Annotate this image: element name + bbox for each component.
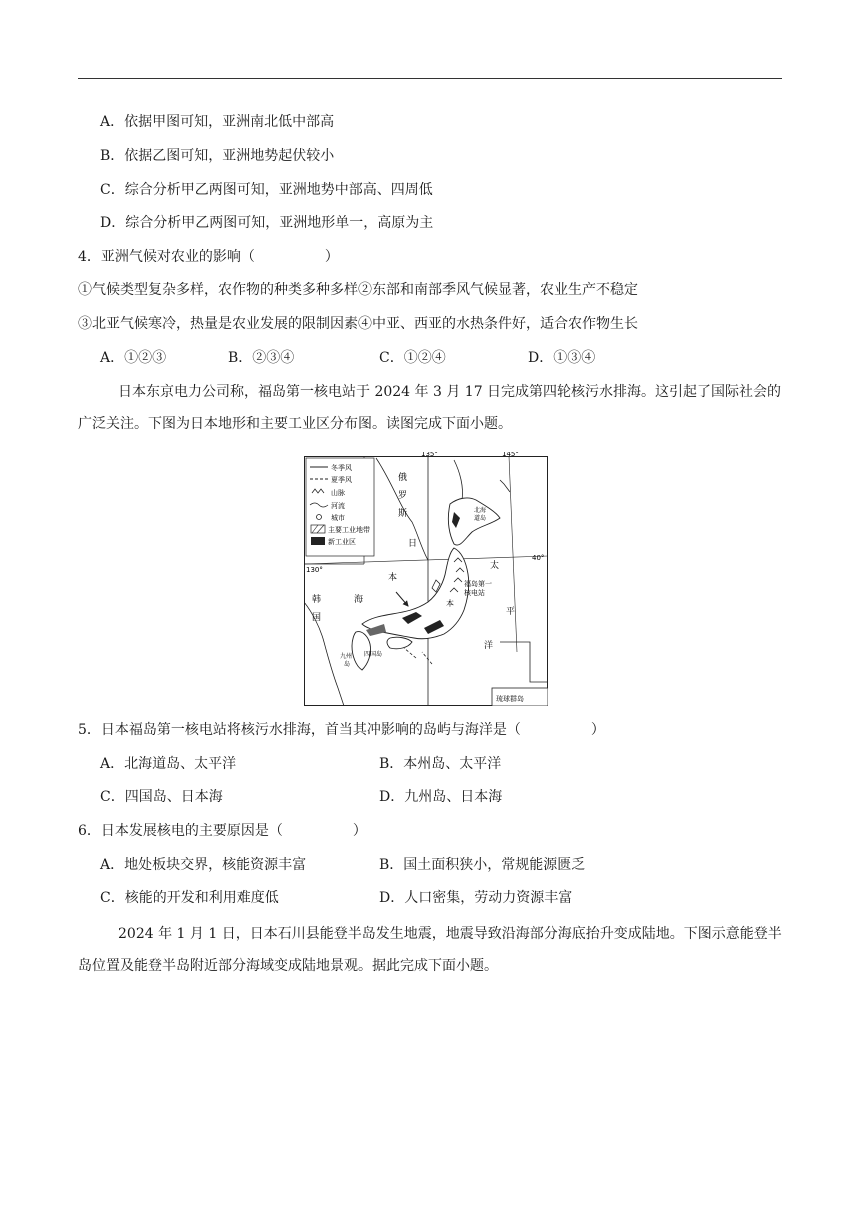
q6-option-a: A．地处板块交界，核能资源丰富 <box>100 857 307 873</box>
passage-noto-earthquake: 2024 年 1 月 1 日，日本石川县能登半岛发生地震，地震导致沿海部分海底抬升变成陆地。下图示意能登半岛位置及能登半岛附近部分海域变成陆地景观。据此完成下面小题。 <box>78 926 782 974</box>
label-ryukyu: 琉球群岛 <box>496 695 524 703</box>
label-sea-2: 本 <box>388 573 398 583</box>
label-kyushu-2: 岛 <box>344 661 351 668</box>
q4-option-a: A．①②③ <box>100 350 167 366</box>
label-hokkaido-1: 北海 <box>474 507 487 514</box>
label-sea-1: 日 <box>408 539 418 549</box>
label-korea-2: 国 <box>312 613 322 623</box>
legend-mountain: 山脉 <box>331 489 345 497</box>
q6-stem: 6．日本发展核电的主要原因是（ ） <box>78 823 367 839</box>
q5-stem: 5．日本福岛第一核电站将核污水排海，首当其冲影响的岛屿与海洋是（ ） <box>78 722 605 738</box>
label-korea-1: 韩 <box>312 595 322 605</box>
label-pacific-2: 平 <box>506 607 516 617</box>
label-russia-1: 俄 <box>398 473 408 483</box>
label-russia-3: 斯 <box>398 509 408 519</box>
label-pacific-1: 太 <box>490 561 500 571</box>
legend-river: 河流 <box>331 502 345 510</box>
q4-option-c: C．①②④ <box>379 350 446 366</box>
lon-145-label: 145° <box>502 452 519 458</box>
label-russia-2: 罗 <box>398 491 408 501</box>
japan-map-figure <box>304 452 548 706</box>
q5-option-c: C．四国岛、日本海 <box>100 789 223 805</box>
label-kyushu-1: 九州 <box>340 653 353 660</box>
q3-option-b: B．依据乙图可知，亚洲地势起伏较小 <box>100 148 335 164</box>
legend-winter-monsoon: 冬季风 <box>331 464 352 472</box>
q5-option-b: B．本州岛、太平洋 <box>379 756 502 772</box>
q5-option-d: D．九州岛、日本海 <box>379 789 503 805</box>
q4-statement-2: ③北亚气候寒冷，热量是农业发展的限制因素④中亚、西亚的水热条件好，适合农作物生长 <box>78 316 638 332</box>
q6-option-c: C．核能的开发和利用难度低 <box>100 890 279 906</box>
legend-industrial-belt: 主要工业地带 <box>328 526 370 534</box>
lon-135-label: 135° <box>421 452 438 458</box>
q4-statement-1: ①气候类型复杂多样，农作物的种类多种多样②东部和南部季风气候显著，农业生产不稳定 <box>78 282 638 298</box>
q6-option-d: D．人口密集，劳动力资源丰富 <box>379 890 573 906</box>
q4-option-b: B．②③④ <box>228 350 295 366</box>
label-plant-1: 福岛第一 <box>464 580 492 588</box>
lat-40-label: 40° <box>532 554 545 562</box>
q6-option-b: B．国土面积狭小，常规能源匮乏 <box>379 857 586 873</box>
lon-130-label: 130° <box>306 566 323 574</box>
q3-option-d: D．综合分析甲乙两图可知，亚洲地形单一，高原为主 <box>100 215 434 231</box>
passage-japan-nuclear: 日本东京电力公司称，福岛第一核电站于 2024 年 3 月 17 日完成第四轮核污水排海。这引起了国际社会的广泛关注。下图为日本地形和主要工业区分布图。读图完成下面小题。 <box>78 384 782 432</box>
q4-option-d: D．①③④ <box>528 350 596 366</box>
q3-option-a: A．依据甲图可知，亚洲南北低中部高 <box>100 114 335 130</box>
q4-stem: 4．亚洲气候对农业的影响（ ） <box>78 249 339 265</box>
label-hokkaido-2: 道岛 <box>474 515 487 522</box>
label-plant-2: 核电站 <box>464 589 485 597</box>
q5-option-a: A．北海道岛、太平洋 <box>100 756 237 772</box>
japan-map-svg <box>304 452 548 706</box>
legend-city: 城市 <box>331 514 345 522</box>
legend-summer-monsoon: 夏季风 <box>331 476 352 484</box>
label-shikoku: 四国岛 <box>364 651 383 658</box>
label-sea-3: 海 <box>354 595 364 605</box>
legend-new-industrial-zone: 新工业区 <box>328 538 356 546</box>
header-rule <box>78 78 782 79</box>
label-honshu: 本 <box>446 599 454 608</box>
q3-option-c: C．综合分析甲乙两图可知，亚洲地势中部高、四周低 <box>100 182 433 198</box>
label-pacific-3: 洋 <box>484 641 494 651</box>
